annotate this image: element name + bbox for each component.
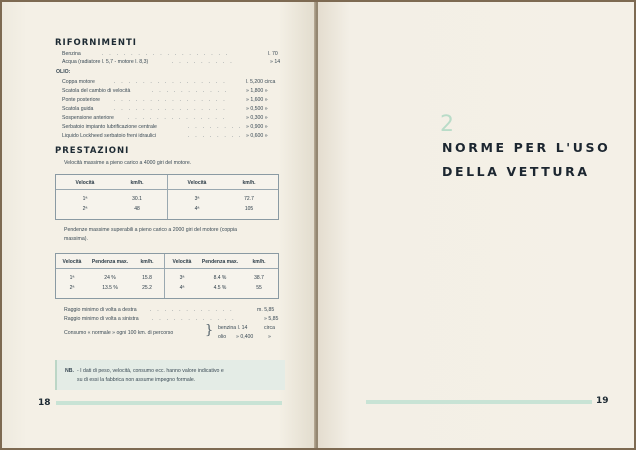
note-line-1: - I dati di peso, velocità, consumo ecc. hanno valore indicativo e: [77, 368, 224, 374]
benzina-value: l. 70: [268, 51, 278, 57]
table-cell: 4.5 %: [213, 285, 227, 291]
olio-item-value: » 0,300 »: [246, 115, 268, 121]
consumo-benzina-qual: circa: [264, 325, 275, 331]
table-cell: 1ª: [69, 275, 75, 281]
table-divider: [164, 254, 165, 298]
olio-item-value: l. 5,200 circa: [246, 79, 276, 85]
table-cell: 105: [244, 206, 254, 212]
dot-leader: . . . . . . . .: [188, 133, 243, 139]
olio-item-value: » 0,900 »: [246, 124, 268, 130]
olio-item-label: Sospensione anteriore: [62, 115, 114, 121]
raggio-destra-value: m. 5,85: [257, 307, 275, 313]
consumo-olio: olio: [218, 334, 227, 340]
olio-item-label: Scatola del cambio di velocità: [62, 88, 131, 94]
left-page: [2, 2, 316, 448]
table-header: Velocità: [187, 180, 207, 186]
table-cell: 3ª: [179, 275, 185, 281]
table-cell: 13.5 %: [102, 285, 118, 291]
table-cell: 15.8: [142, 275, 152, 281]
table-cell: 55: [256, 285, 262, 291]
page-number-left: 18: [38, 398, 51, 408]
dot-leader: . . . . . . . . . . . . . . . .: [114, 97, 227, 103]
chapter-number: 2: [440, 112, 454, 137]
olio-item-value: » 0,600 »: [246, 133, 268, 139]
prestazioni-heading: PRESTAZIONI: [55, 146, 130, 156]
consumo-olio-value: » 0,400: [236, 334, 254, 340]
prestazioni-intro-2b: massima).: [64, 236, 88, 242]
acqua-value: » 14: [270, 59, 281, 65]
benzina-label: Benzina: [62, 51, 81, 57]
table-cell: 24 %: [104, 275, 116, 281]
table-cell: 38.7: [254, 275, 264, 281]
dot-leader: . . . . . . . . . . . . . . . . . .: [102, 51, 230, 57]
footer-rule-left: [56, 401, 282, 405]
table-cell: 72.7: [244, 196, 254, 202]
table-cell: 4ª: [194, 206, 200, 212]
raggio-sinistra-value: » 5,85: [264, 316, 279, 322]
table-divider: [56, 268, 278, 269]
raggio-destra-label: Raggio minimo di volta a destra: [64, 307, 137, 313]
dot-leader: . . . . . . . . . . . .: [152, 316, 236, 322]
table-header: Velocità: [62, 259, 82, 265]
table-divider: [167, 175, 168, 219]
olio-item-label: Liquido Lockheed serbatoio freni idraulici: [62, 133, 157, 139]
note-box: [55, 360, 285, 390]
dot-leader: . . . . . . . . . . . .: [150, 307, 234, 313]
consumo-benzina: benzina l. 14: [218, 325, 248, 331]
table-header: Pendenza max.: [201, 259, 239, 265]
table-cell: 8.4 %: [213, 275, 227, 281]
olio-item-label: Serbatoio impianto lubrificazione centrale: [62, 124, 157, 130]
acqua-label: Acqua (radiatore l. 5,7 - motore l. 8,3): [62, 59, 149, 65]
dot-leader: . . . . . . . . . . . . . . . .: [114, 106, 227, 112]
table-header: Pendenza max.: [91, 259, 129, 265]
pendenze-table: [55, 253, 279, 299]
dot-leader: . . . . . . . . . . . . . . . .: [114, 79, 227, 85]
olio-item-value: » 0,500 »: [246, 106, 268, 112]
dot-leader: . . . . . . . . . . . . . .: [128, 115, 227, 121]
table-cell: 1ª: [82, 196, 88, 202]
raggio-sinistra-label: Raggio minimo di volta a sinistra: [64, 316, 139, 322]
dot-leader: . . . . . . . .: [188, 124, 243, 130]
table-header: km/h.: [140, 259, 154, 265]
table-header: Velocità: [172, 259, 192, 265]
footer-rule-right: [366, 400, 592, 404]
table-cell: 48: [134, 206, 140, 212]
note-line-2: su di essi la fabbrica non assume impegno formale.: [77, 377, 196, 383]
table-cell: 2ª: [69, 285, 75, 291]
table-cell: 3ª: [194, 196, 200, 202]
table-cell: 2ª: [82, 206, 88, 212]
velocita-table: [55, 174, 279, 220]
table-header: km/h.: [130, 180, 144, 186]
prestazioni-intro-1: Velocità massime a pieno carico a 4000 giri del motore.: [64, 160, 192, 166]
table-header: km/h.: [252, 259, 266, 265]
consumo-label: Consumo « normale » ogni 100 km. di percorso: [64, 330, 174, 336]
dot-leader: . . . . . . . . . . .: [152, 88, 229, 94]
note-prefix: NB.: [65, 368, 74, 374]
brace-icon: }: [205, 323, 214, 338]
rifornimenti-heading: RIFORNIMENTI: [55, 38, 137, 48]
table-cell: 4ª: [179, 285, 185, 291]
olio-item-label: Coppa motore: [62, 79, 95, 85]
olio-item-label: Scatola guida: [62, 106, 94, 112]
chapter-title-line-2: DELLA VETTURA: [442, 164, 590, 179]
olio-label: OLIO:: [56, 69, 71, 75]
prestazioni-intro-2: Pendenze massime superabili a pieno carico a 2000 giri del motore (coppia: [64, 227, 238, 233]
table-header: km/h.: [242, 180, 256, 186]
right-page: [318, 2, 634, 448]
dot-leader: . . . . . . . . .: [172, 59, 234, 65]
table-cell: 30.1: [132, 196, 142, 202]
chapter-title-line-1: NORME PER L'USO: [442, 140, 611, 155]
olio-item-value: » 1,600 »: [246, 97, 268, 103]
page-number-right: 19: [596, 396, 609, 406]
olio-item-label: Ponte posteriore: [62, 97, 101, 103]
table-header: Velocità: [75, 180, 95, 186]
table-cell: 25.2: [142, 285, 152, 291]
olio-item-value: » 1,800 »: [246, 88, 268, 94]
consumo-olio-qual: »: [268, 334, 271, 340]
